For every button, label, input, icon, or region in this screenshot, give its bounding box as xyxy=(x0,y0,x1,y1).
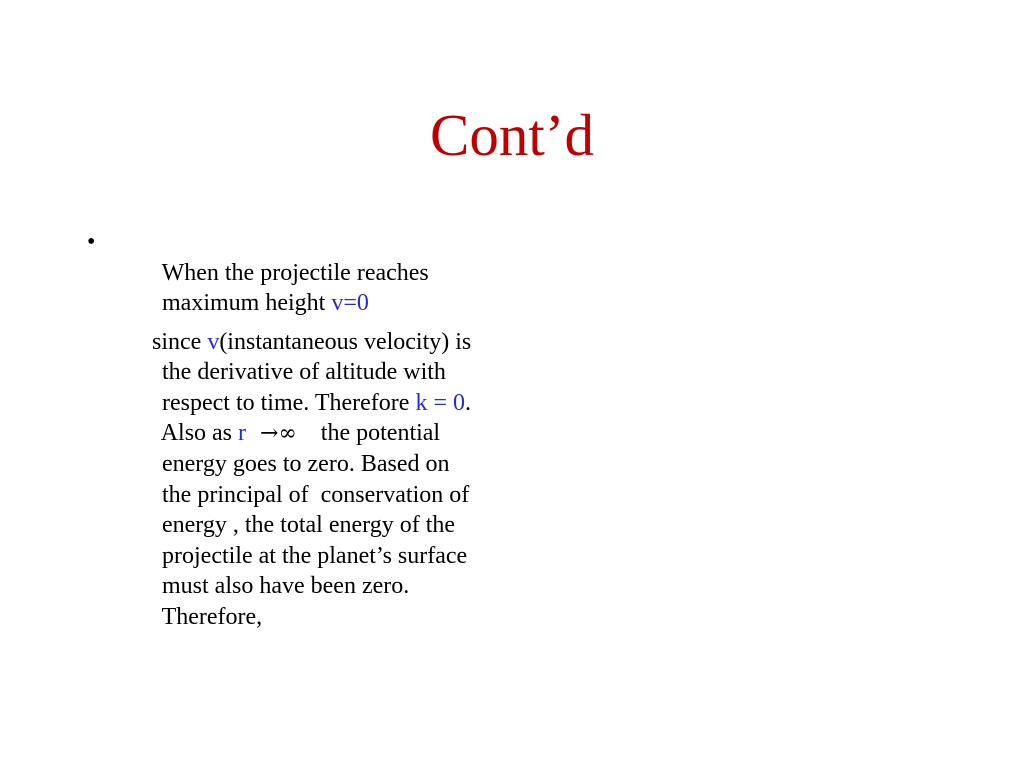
bullet-marker: • xyxy=(87,229,96,255)
body-text: When the projectile reaches xyxy=(161,259,429,286)
k-zero-highlight: k = 0 xyxy=(415,389,465,416)
r-symbol-highlight: r xyxy=(238,420,247,447)
velocity-zero-highlight: v=0 xyxy=(331,290,369,317)
body-text: the derivative of altitude with xyxy=(162,359,446,386)
body-text: energy goes to zero. Based on xyxy=(162,450,450,477)
body-text: the potential xyxy=(320,420,441,447)
body-text: the principal of conservation of xyxy=(162,481,470,508)
body-text: maximum height xyxy=(162,290,332,317)
body-text: projectile at the planet’s surface xyxy=(162,542,468,569)
arrow-infinity-symbol: →∞ xyxy=(260,421,297,447)
body-text: (instantaneous velocity) is xyxy=(219,328,472,355)
body-text: energy , the total energy of the xyxy=(162,512,456,539)
body-text: Therefore, xyxy=(161,603,263,630)
body-text: respect to time. Therefore xyxy=(162,389,416,416)
body-line-12 xyxy=(126,571,262,663)
velocity-symbol-highlight: v xyxy=(207,328,220,355)
body-text: . xyxy=(465,389,471,416)
body-text: since xyxy=(152,328,208,355)
slide-title: Cont’d xyxy=(430,102,594,168)
body-text: Also as xyxy=(160,420,239,447)
body-text: must also have been zero. xyxy=(162,573,410,600)
